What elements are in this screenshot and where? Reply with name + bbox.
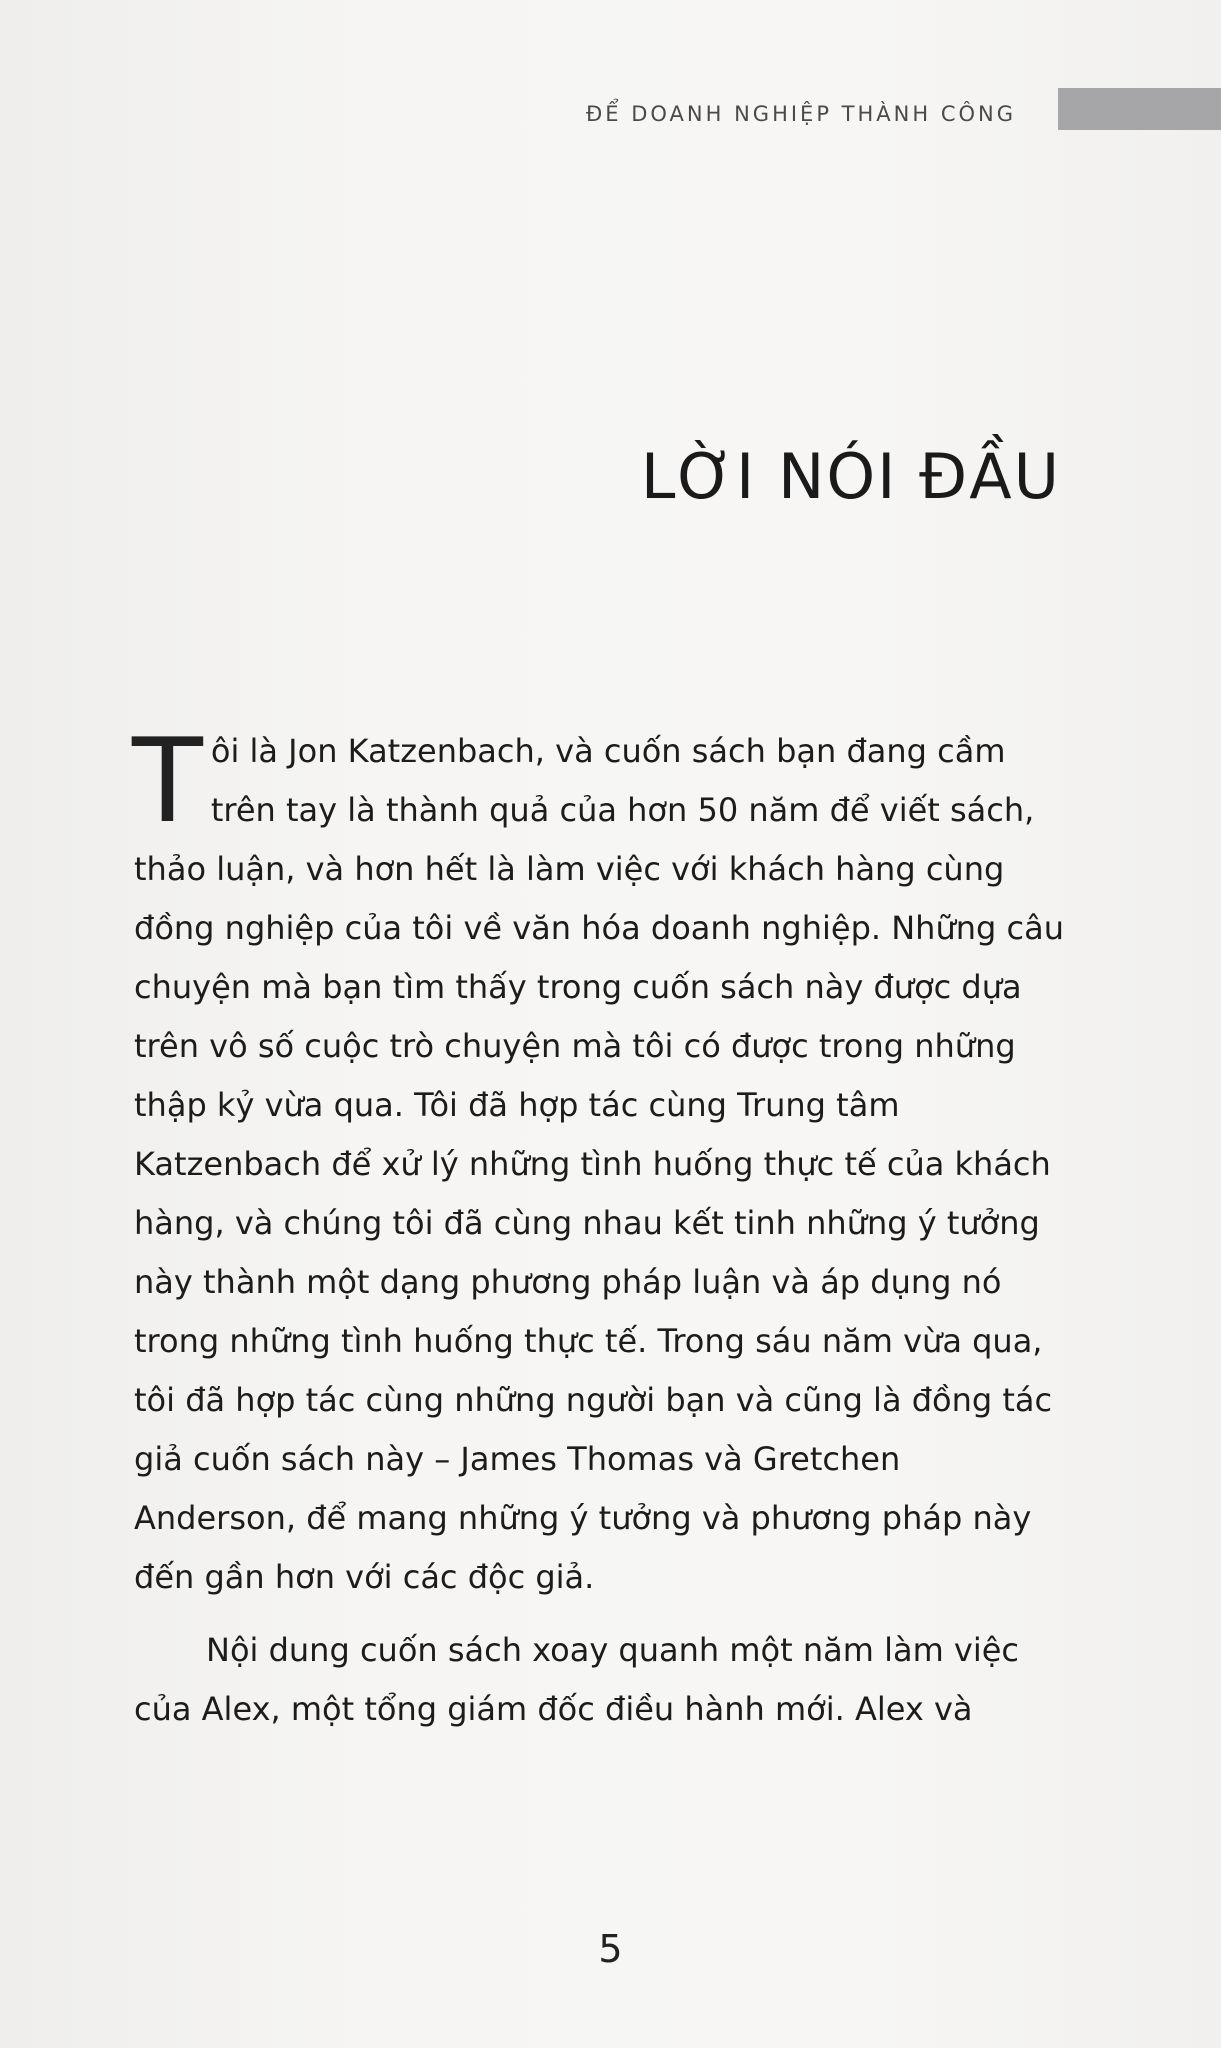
drop-cap: T <box>132 714 203 849</box>
chapter-title: LỜI NÓI ĐẦU <box>640 440 1061 513</box>
paragraph-second: Nội dung cuốn sách xoay quanh một năm làm việc của Alex, một tổng giám đốc điều hành mới. Alex và <box>134 1631 1020 1728</box>
paragraph-first-text: ôi là Jon Katzenbach, và cuốn sách bạn đang cầm trên tay là thành quả của hơn 50 năm để viết sách, thảo luận, và hơn hết là làm việc với khách hàng cùng đồng nghiệp của tôi về văn hóa doanh nghiệp. Những câu chuyện mà bạn tìm thấy trong cuốn sách này được dựa trên vô số cuộc trò chuyện mà tôi có được trong những thập kỷ vừa qua. Tôi đã hợp tác cùng Trung tâm Katzenbach để xử lý những tình huống thực tế của khách hàng, và chúng tôi đã cùng nhau kết tinh những ý tưởng này thành một dạng phương pháp luận và áp dụng nó trong những tình huống thực tế. Trong sáu năm vừa qua, tôi đã hợp tác cùng những người bạn và cũng là đồng tác giả cuốn sách này – James Thomas và Gretchen Anderson, để mang những ý tưởng và phương pháp này đến gần hơn với các độc giả. <box>134 732 1064 1596</box>
paragraph-first <box>132 714 1066 1607</box>
body-text <box>132 714 1066 1739</box>
page-number: 5 <box>598 1927 623 1971</box>
running-header: ĐỂ DOANH NGHIỆP THÀNH CÔNG <box>586 102 1016 126</box>
header-tab-decoration <box>1058 88 1221 130</box>
